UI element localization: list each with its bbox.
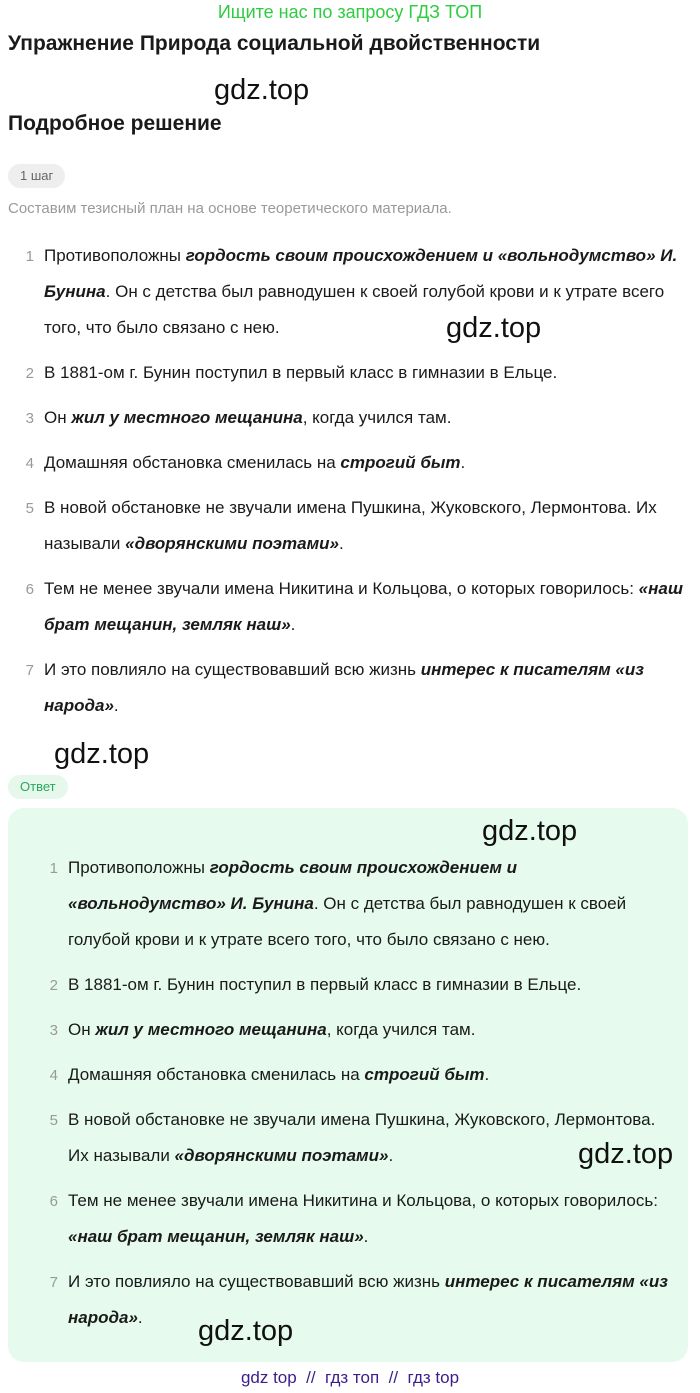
emphasis: «дворянскими поэтами» bbox=[125, 534, 340, 553]
item-text: В 1881-ом г. Бунин поступил в первый класс в гимназии в Ельце. bbox=[68, 975, 582, 994]
list-item bbox=[44, 850, 674, 958]
item-number: 4 bbox=[49, 1067, 58, 1084]
step-badge: 1 шаг bbox=[8, 164, 65, 188]
list-item bbox=[20, 652, 690, 724]
item-number: 2 bbox=[49, 977, 58, 994]
item-number: 6 bbox=[25, 581, 34, 598]
item-text: Он жил у местного мещанина, когда учился там. bbox=[44, 408, 452, 427]
list-item bbox=[44, 1183, 674, 1255]
item-number: 1 bbox=[49, 860, 58, 877]
watermark: gdz.top bbox=[578, 1138, 674, 1170]
page-title: Упражнение Природа социальной двойственности bbox=[8, 32, 541, 55]
list-item bbox=[20, 238, 690, 346]
item-number: 1 bbox=[25, 248, 34, 265]
item-text: Он жил у местного мещанина, когда учился там. bbox=[68, 1020, 476, 1039]
list-item bbox=[20, 445, 690, 481]
item-number: 7 bbox=[25, 662, 34, 679]
emphasis: жил у местного мещанина bbox=[95, 1020, 327, 1039]
item-number: 7 bbox=[49, 1274, 58, 1291]
item-text: Тем не менее звучали имена Никитина и Кольцова, о которых говорилось: «наш брат мещанин, земляк наш». bbox=[44, 579, 683, 634]
footer-links: gdz top // гдз топ // гдз top bbox=[240, 1368, 460, 1387]
list-item bbox=[20, 400, 690, 436]
item-number: 3 bbox=[25, 410, 34, 427]
emphasis: «дворянскими поэтами» bbox=[174, 1146, 389, 1165]
watermark: gdz.top bbox=[482, 815, 578, 847]
emphasis: интерес к писателям «из народа» bbox=[68, 1272, 668, 1327]
item-text: Тем не менее звучали имена Никитина и Кольцова, о которых говорилось: «наш брат мещанин, земляк наш». bbox=[68, 1191, 658, 1246]
emphasis: гордость своим происхождением и «вольнодумство» И. Бунина bbox=[44, 246, 678, 301]
emphasis: гордость своим происхождением и «вольнодумство» И. Бунина bbox=[68, 858, 517, 913]
item-number: 5 bbox=[49, 1112, 58, 1129]
answer-list bbox=[44, 850, 674, 1345]
item-text: Домашняя обстановка сменилась на строгий быт. bbox=[68, 1065, 490, 1084]
emphasis: «наш брат мещанин, земляк наш» bbox=[44, 579, 683, 634]
item-text: В 1881-ом г. Бунин поступил в первый класс в гимназии в Ельце. bbox=[44, 363, 558, 382]
intro-text: Составим тезисный план на основе теоретического материала. bbox=[8, 200, 452, 217]
item-number: 3 bbox=[49, 1022, 58, 1039]
section-title: Подробное решение bbox=[8, 112, 222, 135]
list-item bbox=[20, 355, 690, 391]
item-text: Противоположны гордость своим происхождением и «вольнодумство» И. Бунина. Он с детства был равнодушен к своей голубой крови и к утрате всего того, что было связано с нею. bbox=[68, 858, 627, 949]
watermark: gdz.top bbox=[446, 312, 542, 344]
list-item bbox=[44, 1264, 674, 1336]
search-banner: Ищите нас по запросу ГДЗ ТОП bbox=[217, 2, 483, 22]
item-text: В новой обстановке не звучали имена Пушкина, Жуковского, Лермонтова. Их называли «дворянскими поэтами». bbox=[44, 498, 657, 553]
emphasis: интерес к писателям «из народа» bbox=[44, 660, 644, 715]
list-item bbox=[20, 490, 690, 562]
item-text: И это повлияло на существовавший всю жизнь интерес к писателям «из народа». bbox=[68, 1272, 668, 1327]
emphasis: жил у местного мещанина bbox=[71, 408, 303, 427]
list-item bbox=[44, 1057, 674, 1093]
answer-badge: Ответ bbox=[8, 775, 68, 799]
item-number: 6 bbox=[49, 1193, 58, 1210]
item-text: Домашняя обстановка сменилась на строгий быт. bbox=[44, 453, 466, 472]
item-number: 2 bbox=[25, 365, 34, 382]
watermark: gdz.top bbox=[54, 738, 150, 770]
solution-list bbox=[20, 238, 690, 733]
watermark: gdz.top bbox=[214, 74, 310, 106]
item-text: И это повлияло на существовавший всю жизнь интерес к писателям «из народа». bbox=[44, 660, 644, 715]
item-text: В новой обстановке не звучали имена Пушкина, Жуковского, Лермонтова. Их называли «дворянскими поэтами». bbox=[68, 1110, 656, 1165]
list-item bbox=[20, 571, 690, 643]
list-item bbox=[44, 967, 674, 1003]
list-item bbox=[44, 1012, 674, 1048]
emphasis: «наш брат мещанин, земляк наш» bbox=[68, 1227, 364, 1246]
emphasis: строгий быт bbox=[340, 453, 461, 472]
watermark: gdz.top bbox=[198, 1315, 294, 1347]
item-number: 4 bbox=[25, 455, 34, 472]
emphasis: строгий быт bbox=[364, 1065, 485, 1084]
item-number: 5 bbox=[25, 500, 34, 517]
item-text: Противоположны гордость своим происхождением и «вольнодумство» И. Бунина. Он с детства был равнодушен к своей голубой крови и к утрате всего того, что было связано с нею. bbox=[44, 246, 678, 337]
